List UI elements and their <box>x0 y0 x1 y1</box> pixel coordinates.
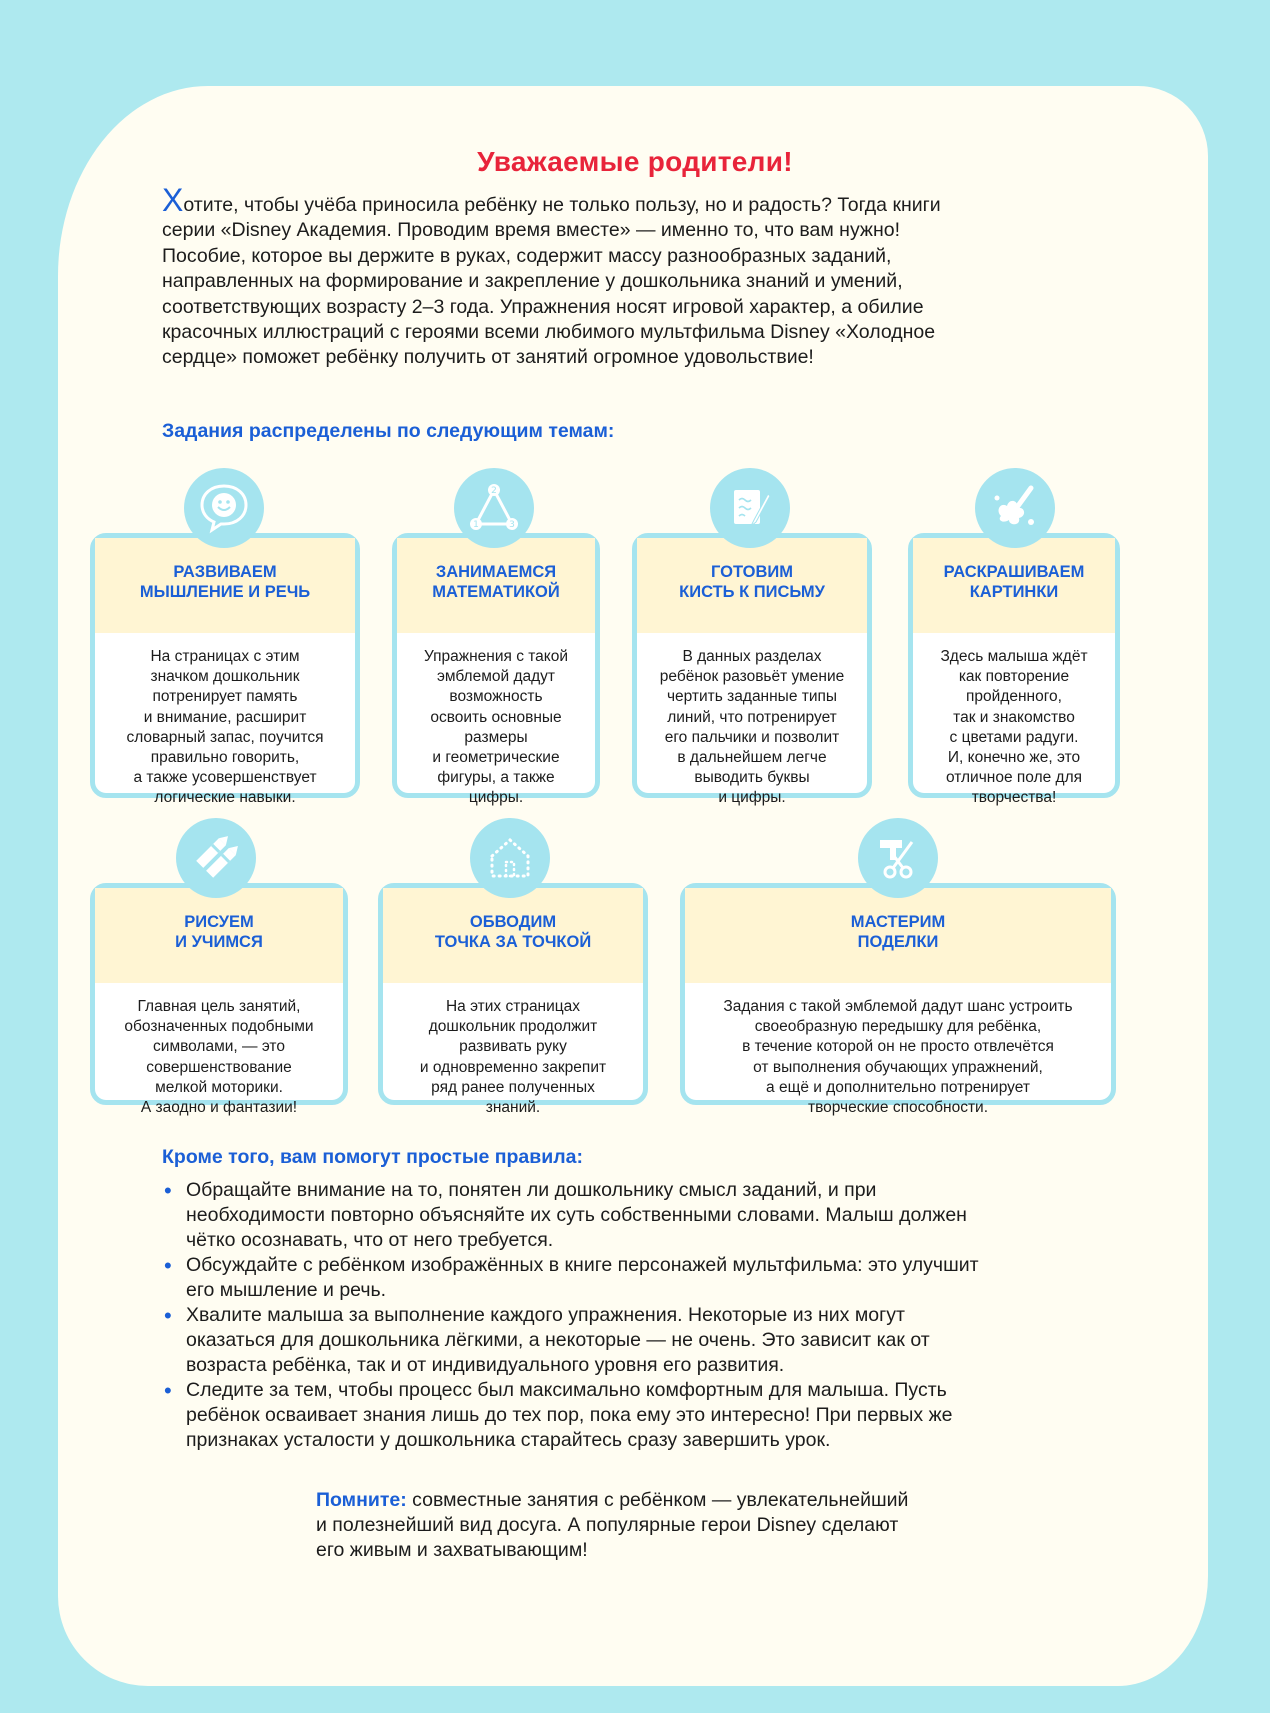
card-title: ОБВОДИМ ТОЧКА ЗА ТОЧКОЙ <box>383 888 643 983</box>
intro-line: соответствующих возрасту 2–3 года. Упражнения носят игровой характер, а обилие <box>162 295 924 318</box>
bullet-icon: • <box>164 1303 172 1328</box>
list-item: • Следите за тем, чтобы процесс был максимально комфортным для малыша. Пусть ребёнок осваивает знания лишь до тех пор, пока ему это интересно! При первых же признаках усталости у дошкольника старайтесь сразу завершить урок. <box>164 1378 953 1451</box>
topic-card-writing <box>632 533 872 807</box>
triangle-numbers-icon <box>454 468 534 548</box>
pen-paper-icon <box>710 468 790 548</box>
card-title: РИСУЕМ И УЧИМСЯ <box>95 888 343 983</box>
remember-note: Помните: совместные занятия с ребёнком — увлекательнейший и полезнейший вид досуга. А популярные герои Disney сделают его живым и захватывающим! <box>316 1489 909 1561</box>
list-item: • Хвалите малыша за выполнение каждого упражнения. Некоторые из них могут оказаться для дошкольника лёгкими, а некоторые — не очень. Это зависит как от возраста ребёнка, так и от индивидуального уровня его развития. <box>164 1303 930 1376</box>
remember-label: Помните: <box>316 1489 407 1511</box>
rules-heading: Кроме того, вам помогут простые правила: <box>162 1146 583 1168</box>
crayons-icon <box>176 818 256 898</box>
card-body: На страницах с этим значком дошкольник потренирует память и внимание, расширит словарный запас, поучится правильно говорить, а также усовершенствует логические навыки. <box>126 648 324 807</box>
topic-card-math <box>392 533 600 807</box>
card-title: РАЗВИВАЕМ МЫШЛЕНИЕ И РЕЧЬ <box>95 538 355 633</box>
intro-line: красочных иллюстраций с героями всеми любимого мультфильма Disney «Холодное <box>162 321 936 344</box>
bullet-icon: • <box>164 1253 172 1278</box>
card-body: Упражнения с такой эмблемой дадут возможность освоить основные размеры и геометрические фигуры, а также цифры. <box>423 648 569 807</box>
card-title: РАСКРАШИВАЕМ КАРТИНКИ <box>913 538 1115 633</box>
card-body: Главная цель занятий, обозначенных подобными символами, — это совершенствование мелкой моторики. А заодно и фантазии! <box>124 998 314 1117</box>
scissors-glue-icon <box>858 818 938 898</box>
card-title: МАСТЕРИМ ПОДЕЛКИ <box>685 888 1111 983</box>
topics-heading: Задания распределены по следующим темам: <box>162 420 615 442</box>
card-body: В данных разделах ребёнок разовьёт умение чертить заданные типы линий, что потренирует его пальчики и позволит в дальнейшем легче выводить буквы и цифры. <box>659 648 845 807</box>
topic-card-thinking <box>90 533 360 807</box>
drop-cap: Х <box>162 182 184 218</box>
dotted-house-icon <box>470 818 550 898</box>
bullet-icon: • <box>164 1178 172 1203</box>
list-item: • Обсуждайте с ребёнком изображённых в книге персонажей мультфильма: это улучшит его мышление и речь. <box>164 1253 979 1301</box>
intro-first-line: Хотите, чтобы учёба приносила ребёнку не только пользу, но и радость? Тогда книги <box>162 182 941 218</box>
topic-card-dots <box>378 883 648 1117</box>
topic-card-crafts <box>680 883 1116 1117</box>
intro-line: сердце» поможет ребёнку получить от занятий огромное удовольствие! <box>162 346 814 369</box>
list-item: • Обращайте внимание на то, понятен ли дошкольнику смысл заданий, и при необходимости повторно объясняйте их суть собственными словами. Малыш должен чётко осознавать, что от него требуется. <box>164 1178 967 1251</box>
smiley-speech-icon <box>184 468 264 548</box>
card-body: Здесь малыша ждёт как повторение пройденного, так и знакомство с цветами радуги. И, конечно же, это отличное поле для творчества! <box>940 648 1088 807</box>
svg-text:2: 2 <box>491 486 497 496</box>
topic-card-drawing <box>90 883 348 1117</box>
intro-line: направленных на формирование и закрепление у дошкольника знаний и умений, <box>162 270 903 293</box>
topic-card-coloring <box>908 533 1120 807</box>
paintbrush-splash-icon <box>975 468 1055 548</box>
intro-paragraph <box>162 182 1022 371</box>
intro-line: Пособие, которое вы держите в руках, содержит массу разнообразных заданий, <box>162 244 892 267</box>
card-body: Задания с такой эмблемой дадут шанс устроить своеобразную передышку для ребёнка, в течение которой он не просто отвлечётся от выполнения обучающих упражнений, а ещё и дополнительно потренирует творческие способности. <box>723 998 1073 1117</box>
card-title: ГОТОВИМ КИСТЬ К ПИСЬМУ <box>637 538 867 633</box>
card-title: ЗАНИМАЕМСЯ МАТЕМАТИКОЙ <box>397 538 595 633</box>
intro-line: серии «Disney Академия. Проводим время вместе» — именно то, что вам нужно! <box>162 219 901 242</box>
svg-text:1: 1 <box>473 520 479 530</box>
rules-list <box>162 1178 1122 1453</box>
bullet-icon: • <box>164 1378 172 1403</box>
svg-text:3: 3 <box>509 520 515 530</box>
card-body: На этих страницах дошкольник продолжит развивать руку и одновременно закрепит ряд ранее полученных знаний. <box>419 998 607 1117</box>
page-title: Уважаемые родители! <box>477 146 793 177</box>
